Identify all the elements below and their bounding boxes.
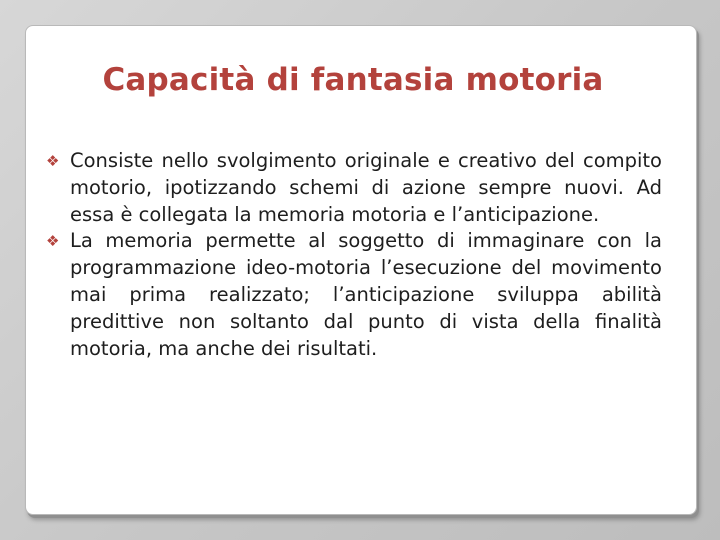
- bullet-text-2: La memoria permette al soggetto di immaginare con la programmazione ideo-motoria l’esecuzione del movimento mai prima realizzato; l’anticipazione sviluppa abilità predittive non soltanto dal punto di vista della finalità motoria, ma anche dei risultati.: [70, 229, 662, 360]
- bullet-icon: ❖: [46, 152, 60, 170]
- bullet-list: [44, 148, 662, 362]
- bullet-item-2: [44, 228, 662, 362]
- bullet-item-1: [44, 148, 662, 228]
- bullet-text-1: Consiste nello svolgimento originale e creativo del compito motorio, ipotizzando schemi di azione sempre nuovi. Ad essa è collegata la memoria motoria e l’anticipazione.: [70, 149, 662, 226]
- bullet-icon: ❖: [46, 232, 60, 251]
- slide-title: Capacità di fantasia motoria: [102, 62, 604, 98]
